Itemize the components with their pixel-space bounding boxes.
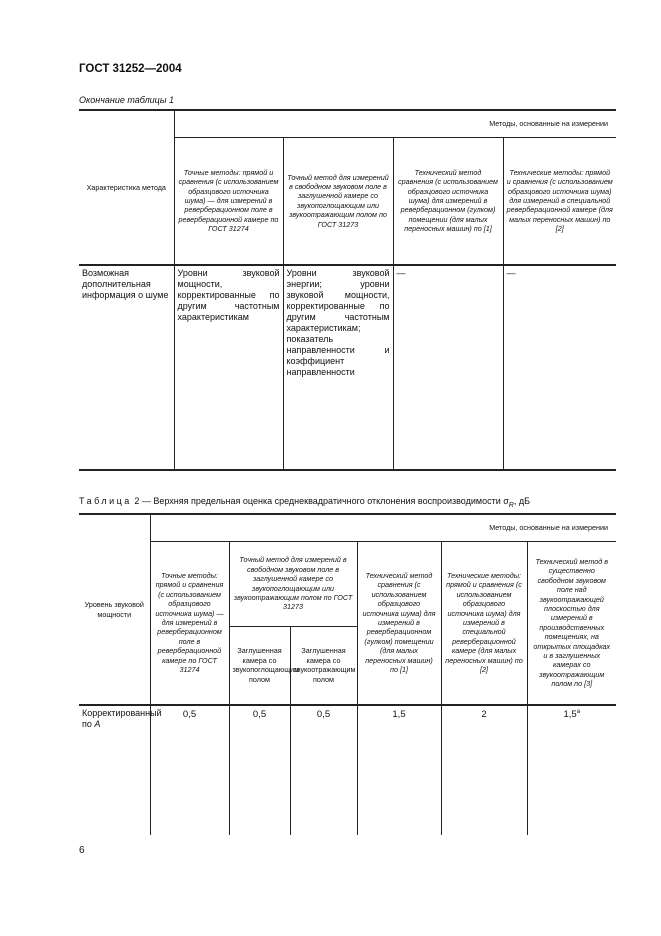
table2-value-2: 0,5: [229, 705, 290, 835]
table1-col-header-4: Технические методы: прямой и сравнения (с использованием образцового источника шума) для измерений в специальной реверберационной камере (для малых переносных машин) по [2]: [503, 137, 616, 265]
table1-cell-3: —: [393, 265, 503, 470]
table1: [79, 109, 616, 471]
table2-col-header-1: Точные методы: прямой и сравнения (с использованием образцового источника шума) — для измерений в реверберационном поле в реверберационной камере по ГОСТ 31274: [150, 541, 229, 705]
table2-value-4: 1,5: [357, 705, 441, 835]
table2-caption-number: 2: [134, 496, 140, 506]
table2-value-3: 0,5: [290, 705, 357, 835]
table2-col-header-4: Технические методы: прямой и сравнения (с использованием образцового источника шума) для измерений в специальной реверберационной камере (для малых переносных машин) по [2]: [441, 541, 527, 705]
table2-caption: [79, 496, 530, 509]
table2-value-6-cell: [527, 705, 616, 835]
table1-cell-1: Уровни звуковой мощности, корректированные по другим частотным характеристикам: [174, 265, 283, 470]
table2-value-5: 2: [441, 705, 527, 835]
table2-group-header: Методы, основанные на измерении: [150, 514, 616, 541]
page-number: 6: [79, 845, 85, 856]
document-header: ГОСТ 31252—2004: [79, 63, 182, 75]
table1-cell-4: —: [503, 265, 616, 470]
table1-group-header: Методы, основанные на измерении: [174, 110, 616, 137]
table2-value-6: 1,5: [563, 709, 577, 721]
table2-caption-subscript: R: [508, 501, 514, 509]
table1-caption: Окончание таблицы 1: [79, 95, 174, 105]
table2-row-label-prefix: Корректированный по: [82, 708, 162, 729]
table2: [79, 513, 616, 835]
table2-caption-unit: , дБ: [513, 496, 531, 506]
table1-cell-2: Уровни звуковой энергии; уровни звуковой мощности, корректированные по другим частотным характеристикам; показатель направленности и коэффициент направленности: [283, 265, 393, 470]
table2-subheader-1: Заглушенная камера со звукопоглощающим полом: [229, 626, 290, 705]
table2-col-header-2: Точный метод для измерений в свободном звуковом поле в заглушенной камере со звукопоглощающим или звукоотражающим полом по ГОСТ 31273: [229, 541, 357, 626]
table1-col-header-2: Точный метод для измерений в свободном звуковом поле в заглушенной камере со звукопоглощающим или звукоотражающим полом по ГОСТ 31273: [283, 137, 393, 265]
table2-subheader-2: Заглушенная камера со звукоотражающим полом: [290, 626, 357, 705]
table2-row-label: [79, 705, 162, 835]
table2-footnote-mark: a: [576, 709, 581, 715]
table2-col0-header: Уровень звуковой мощности: [79, 514, 150, 705]
table1-col-header-3: Технический метод сравнения (с использованием образцового источника шума) для измерений в реверберационном (гулком) помещении (для малых переносных машин) по [1]: [393, 137, 503, 265]
table2-row-label-letter: A: [94, 719, 101, 729]
table1-row-label: Возможная дополнительная информация о шуме: [79, 265, 174, 470]
table1-col0-header: Характеристика метода: [79, 110, 174, 265]
table2-col-header-3: Технический метод сравнения (с использованием образцового источника шума) для измерений в реверберационном (гулком) помещении (для малых переносных машин) по [1]: [357, 541, 441, 705]
table2-col-header-5: Технический метод в существенно свободном звуковом поле над звукоотражающей плоскостью для измерений в производственных помещениях, на открытых площадках и в заглушенных камерах со звукоотражающим полом по [3]: [527, 541, 616, 705]
table2-caption-prefix: Таблица: [79, 496, 132, 506]
table2-value-1: 0,5: [150, 705, 229, 835]
table1-col-header-1: Точные методы: прямой и сравнения (с использованием образцового источника шума) — для измерений в реверберационном поле в реверберационной камере по ГОСТ 31274: [174, 137, 283, 265]
table2-caption-text: — Верхняя предельная оценка среднеквадратичного отклонения воспроизводимости σ: [141, 496, 509, 506]
